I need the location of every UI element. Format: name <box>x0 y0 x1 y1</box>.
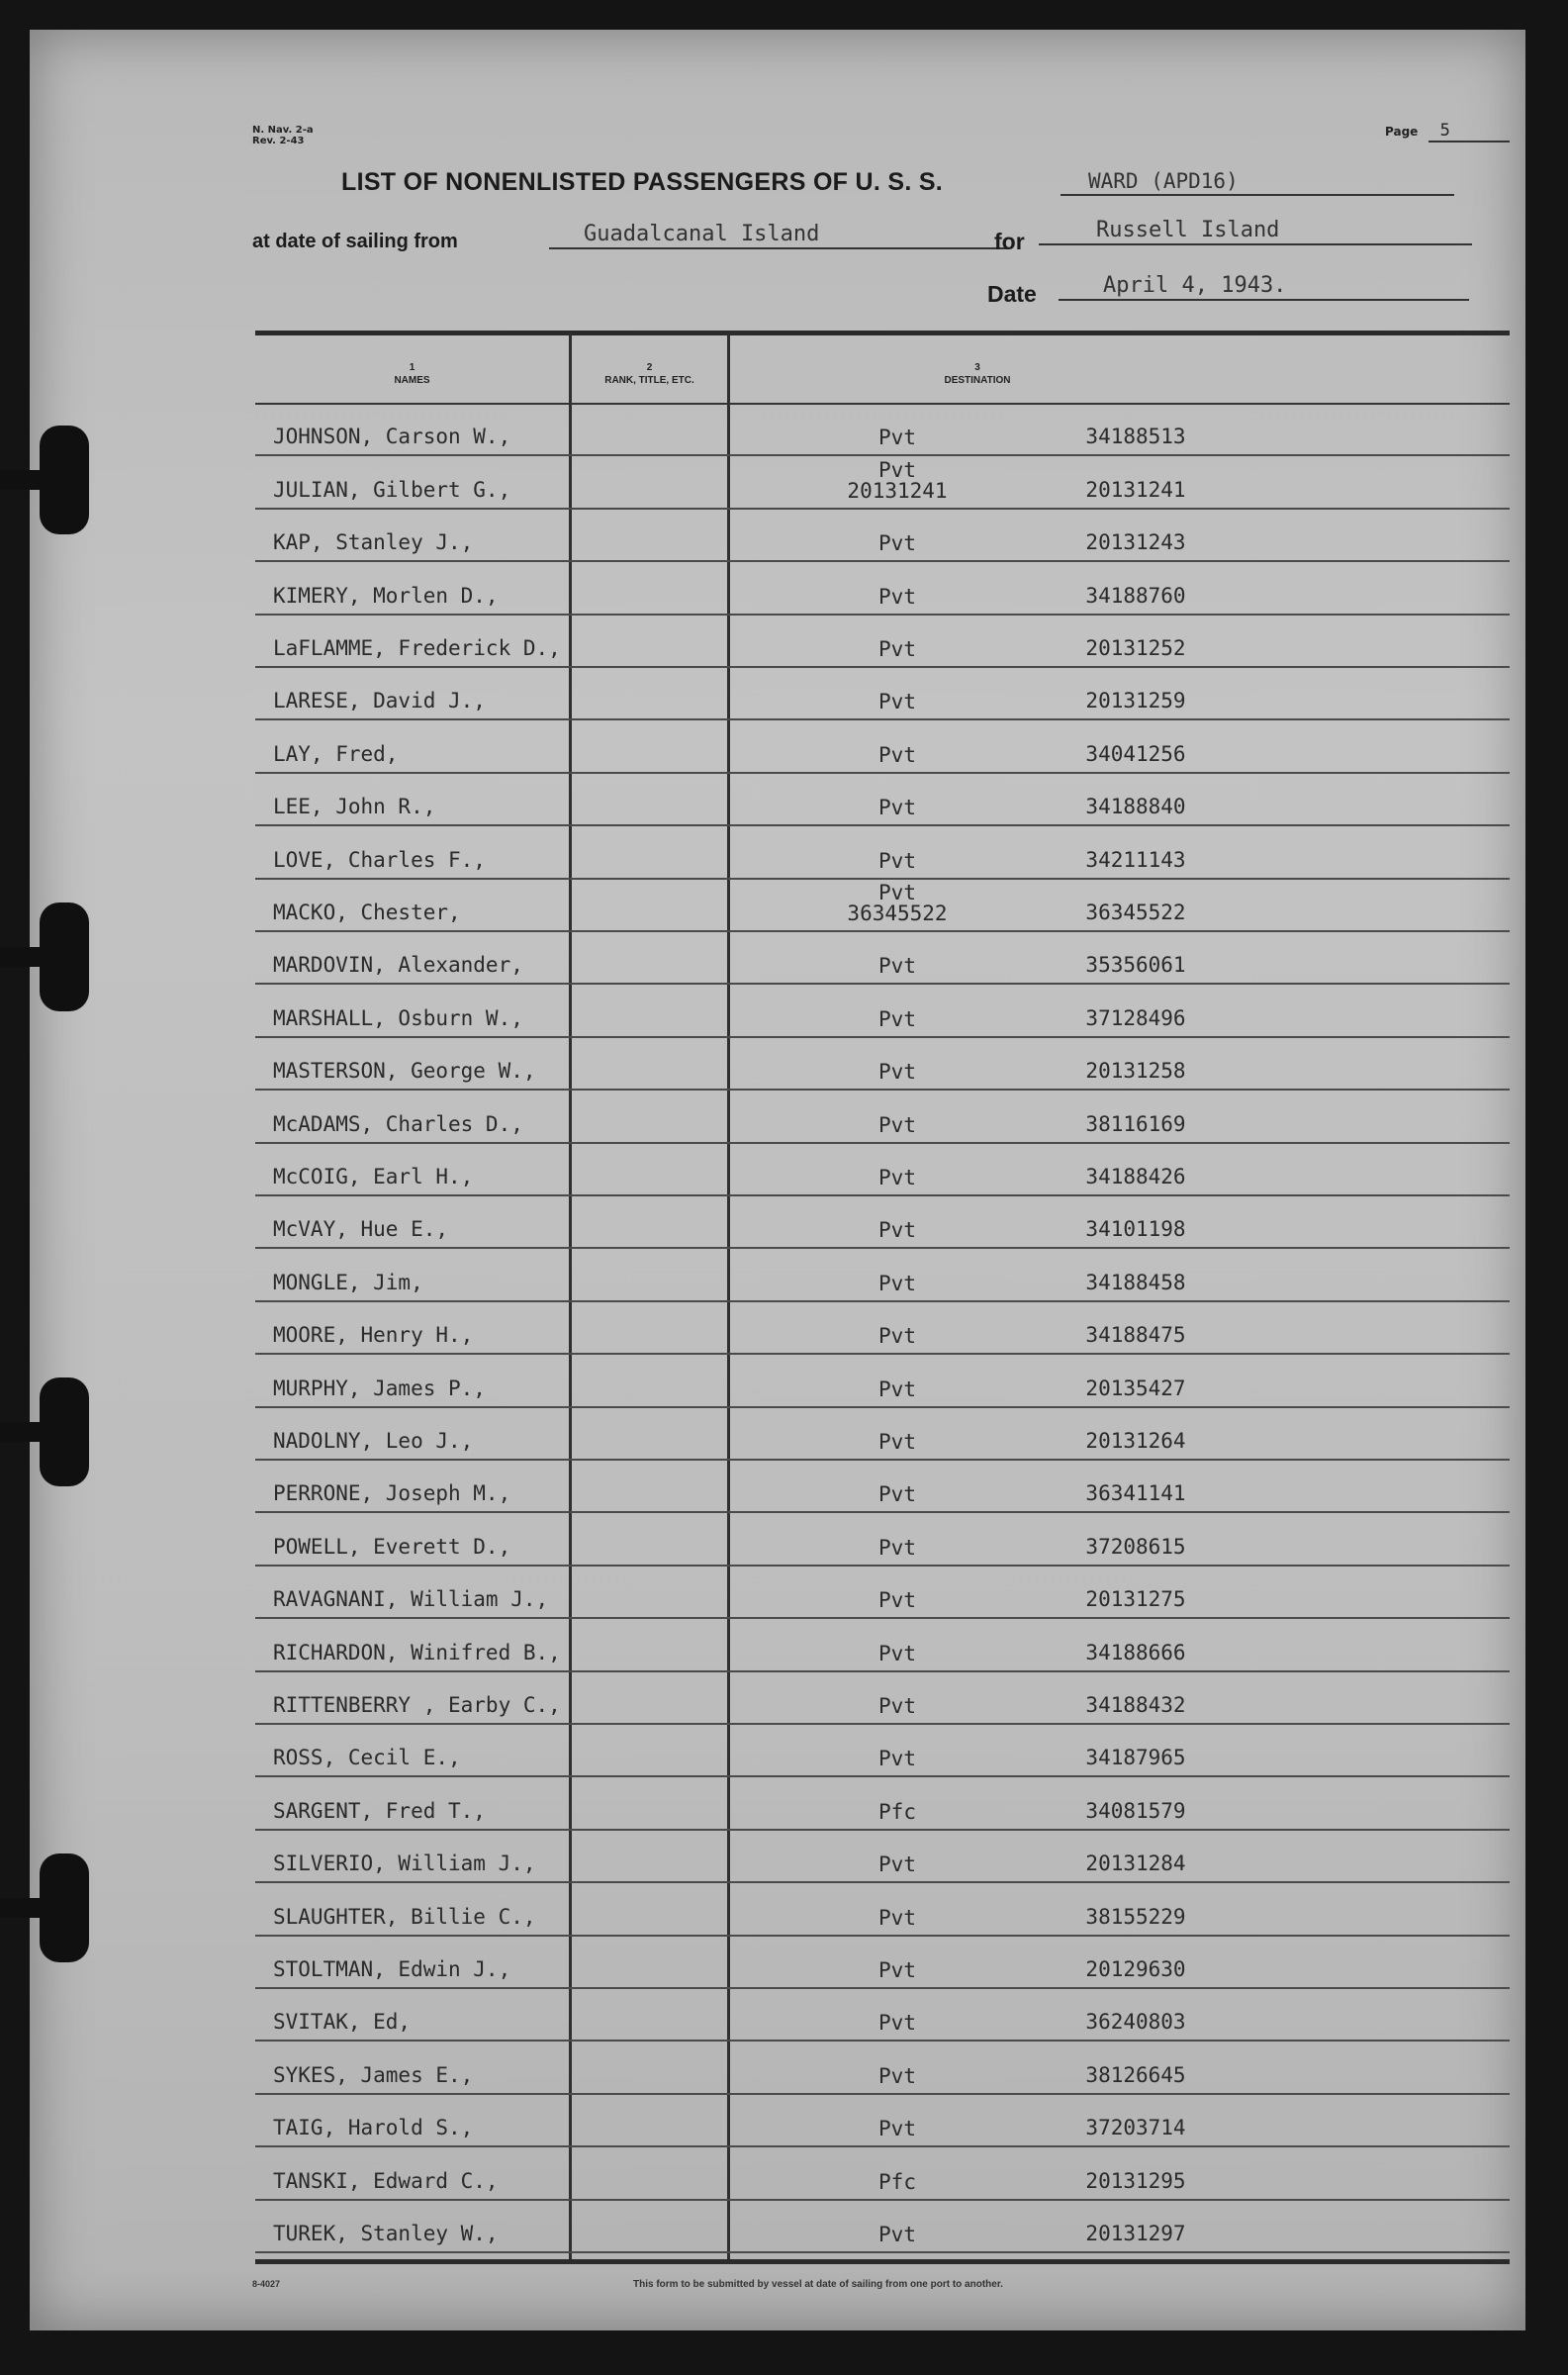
for-label: for <box>994 229 1025 254</box>
passenger-destination: 20131275 <box>1085 1587 1186 1612</box>
passenger-destination: 20131258 <box>1085 1059 1186 1084</box>
passenger-destination: 34188426 <box>1085 1164 1186 1188</box>
passenger-destination: 20131259 <box>1085 689 1186 713</box>
passenger-name: SARGENT, Fred T., <box>273 1798 486 1823</box>
passenger-name: TUREK, Stanley W., <box>273 2221 499 2245</box>
passenger-destination: 34041256 <box>1085 741 1186 766</box>
passenger-destination: 20131243 <box>1085 530 1186 555</box>
passenger-rank: Pvt <box>878 2063 916 2088</box>
passenger-rank: Pvt <box>878 1747 916 1771</box>
passenger-name: SYKES, James E., <box>273 2062 474 2087</box>
passenger-destination: 36240803 <box>1085 2010 1186 2035</box>
passenger-name: RITTENBERRY , Earby C., <box>273 1692 561 1717</box>
passenger-destination: 36345522 <box>1085 900 1186 924</box>
table-row <box>255 1249 1510 1301</box>
passenger-name: LEE, John R., <box>273 795 436 819</box>
table-row <box>255 1777 1510 1830</box>
passenger-destination: 37128496 <box>1085 1005 1186 1030</box>
passenger-destination: 34081579 <box>1085 1798 1186 1823</box>
passenger-name: McADAMS, Charles D., <box>273 1111 523 1136</box>
passenger-rank: Pfc <box>878 2169 916 2194</box>
to-port: Russell Island <box>1039 218 1472 245</box>
passenger-destination: 20131297 <box>1085 2221 1186 2245</box>
passenger-destination: 20135427 <box>1085 1376 1186 1400</box>
passenger-destination: 34188458 <box>1085 1270 1186 1294</box>
table-row <box>255 1937 1510 1989</box>
column-header-names <box>255 361 569 387</box>
column-number: 1 <box>409 362 415 373</box>
passenger-rank: Pvt <box>878 1641 916 1665</box>
passenger-name: SILVERIO, William J., <box>273 1852 536 1876</box>
date-label: Date <box>987 281 1037 307</box>
passenger-destination: 34188513 <box>1085 425 1186 449</box>
passenger-destination: 34211143 <box>1085 847 1186 872</box>
passenger-name: JULIAN, Gilbert G., <box>273 477 511 502</box>
table-row <box>255 826 1510 879</box>
table-row <box>255 1038 1510 1091</box>
passenger-name: TANSKI, Edward C., <box>273 2168 499 2193</box>
passenger-rank: Pvt <box>878 636 916 661</box>
passenger-rank: Pvt <box>878 1112 916 1137</box>
passenger-rank: Pvt <box>878 1957 916 1982</box>
passenger-destination: 20131252 <box>1085 635 1186 660</box>
passenger-destination: 20131264 <box>1085 1428 1186 1453</box>
table-bottom-rule <box>255 2259 1510 2264</box>
passenger-destination: 20131284 <box>1085 1852 1186 1876</box>
passenger-destination: 34188760 <box>1085 583 1186 608</box>
passenger-name: SVITAK, Ed, <box>273 2010 412 2035</box>
passenger-rank: Pvt <box>878 742 916 767</box>
passenger-rank: Pvt <box>878 2011 916 2036</box>
passenger-name: KIMERY, Morlen D., <box>273 583 499 608</box>
passenger-rank: Pvt <box>878 1218 916 1243</box>
table-row <box>255 985 1510 1037</box>
table-row <box>255 1408 1510 1461</box>
passenger-rank: Pvt <box>878 954 916 979</box>
table-row <box>255 2042 1510 2094</box>
passenger-destination: 20129630 <box>1085 1956 1186 1981</box>
passenger-name: MARDOVIN, Alexander, <box>273 953 523 978</box>
column-label: NAMES <box>394 375 430 386</box>
table-row <box>255 2201 1510 2253</box>
passenger-name: JOHNSON, Carson W., <box>273 425 511 449</box>
passenger-name: RAVAGNANI, William J., <box>273 1587 549 1612</box>
form-id: N. Nav. 2-a Rev. 2-43 <box>252 125 314 146</box>
table-row <box>255 456 1510 509</box>
passenger-destination: 36341141 <box>1085 1481 1186 1506</box>
passenger-rank: Pvt <box>878 2222 916 2246</box>
passenger-rank: Pvt <box>878 1482 916 1507</box>
passenger-rank: Pvt <box>878 1429 916 1454</box>
table-row <box>255 1672 1510 1725</box>
passenger-destination: 34188475 <box>1085 1323 1186 1348</box>
table-row <box>255 668 1510 720</box>
passenger-name: NADOLNY, Leo J., <box>273 1428 474 1453</box>
passenger-name: TAIG, Harold S., <box>273 2116 474 2140</box>
passenger-destination: 38155229 <box>1085 1904 1186 1929</box>
table-top-rule <box>255 331 1510 335</box>
passenger-name: RICHARDON, Winifred B., <box>273 1640 561 1664</box>
passenger-rank: Pvt <box>878 1588 916 1613</box>
passenger-rank: Pvt 20131241 <box>847 457 948 503</box>
column-header-rank <box>572 361 727 387</box>
passenger-name: POWELL, Everett D., <box>273 1534 511 1559</box>
passenger-name: ROSS, Cecil E., <box>273 1746 461 1770</box>
date-value: April 4, 1943. <box>1059 273 1469 301</box>
column-number: 3 <box>974 362 980 373</box>
passenger-name: MASTERSON, George W., <box>273 1059 536 1084</box>
column-header-destination <box>730 361 1225 387</box>
passenger-rank: Pvt <box>878 426 916 450</box>
table-row <box>255 1567 1510 1619</box>
page-label: Page <box>1385 125 1419 139</box>
table-row <box>255 932 1510 985</box>
passenger-name: LARESE, David J., <box>273 689 486 713</box>
passenger-name: McVAY, Hue E., <box>273 1217 449 1242</box>
table-row <box>255 1725 1510 1777</box>
passenger-rank: Pvt <box>878 1852 916 1877</box>
page-number <box>1385 121 1510 142</box>
table-row <box>255 1513 1510 1566</box>
passenger-name: MACKO, Chester, <box>273 900 461 924</box>
passenger-name: MOORE, Henry H., <box>273 1323 474 1348</box>
from-port: Guadalcanal Island <box>549 222 1009 249</box>
passenger-rank: Pvt <box>878 1324 916 1349</box>
passenger-rank: Pvt <box>878 1693 916 1718</box>
table-row <box>255 880 1510 932</box>
punch-hole <box>40 426 89 534</box>
passenger-name: KAP, Stanley J., <box>273 530 474 555</box>
table-row <box>255 562 1510 615</box>
passenger-rank: Pvt 36345522 <box>847 880 948 925</box>
footer-form-id: 8-4027 <box>252 2279 281 2289</box>
table-row <box>255 1461 1510 1513</box>
table-row <box>255 616 1510 668</box>
passenger-destination: 34101198 <box>1085 1217 1186 1242</box>
passenger-rank: Pvt <box>878 690 916 714</box>
punch-hole <box>40 1378 89 1486</box>
passenger-destination: 20131241 <box>1085 477 1186 502</box>
passenger-rank: Pvt <box>878 1377 916 1401</box>
passenger-name: MARSHALL, Osburn W., <box>273 1005 523 1030</box>
sailing-label: at date of sailing from <box>252 231 458 252</box>
page-title: LIST OF NONENLISTED PASSENGERS OF U. S. S. <box>341 168 944 196</box>
table-row <box>255 720 1510 773</box>
passenger-destination: 38116169 <box>1085 1111 1186 1136</box>
passenger-rank: Pvt <box>878 1905 916 1930</box>
passenger-name: McCOIG, Earl H., <box>273 1164 474 1188</box>
passenger-destination: 34188840 <box>1085 795 1186 819</box>
passenger-rank: Pfc <box>878 1799 916 1824</box>
ship-name: WARD (APD16) <box>1061 168 1454 196</box>
table-row <box>255 1883 1510 1936</box>
passenger-destination: 34188432 <box>1085 1692 1186 1717</box>
table-row <box>255 510 1510 562</box>
table-row <box>255 1144 1510 1196</box>
passenger-rank: Pvt <box>878 1535 916 1560</box>
passenger-name: MURPHY, James P., <box>273 1376 486 1400</box>
document-page <box>30 30 1525 2330</box>
passenger-rank: Pvt <box>878 1060 916 1085</box>
passenger-destination: 37203714 <box>1085 2116 1186 2140</box>
passenger-name: MONGLE, Jim, <box>273 1270 423 1294</box>
passenger-rank: Pvt <box>878 1271 916 1295</box>
passenger-name: PERRONE, Joseph M., <box>273 1481 511 1506</box>
table-row <box>255 2095 1510 2147</box>
table-row <box>255 1831 1510 1883</box>
passenger-rank: Pvt <box>878 848 916 873</box>
column-label: RANK, TITLE, ETC. <box>604 375 694 386</box>
passenger-destination: 34187965 <box>1085 1746 1186 1770</box>
passenger-destination: 37208615 <box>1085 1534 1186 1559</box>
passenger-rank: Pvt <box>878 2117 916 2141</box>
table-row <box>255 404 1510 456</box>
table-row <box>255 1091 1510 1143</box>
passenger-rank: Pvt <box>878 531 916 556</box>
passenger-rank: Pvt <box>878 584 916 609</box>
passenger-destination: 35356061 <box>1085 953 1186 978</box>
passenger-name: LaFLAMME, Frederick D., <box>273 635 561 660</box>
table-row <box>255 774 1510 826</box>
footer-note: This form to be submitted by vessel at date of sailing from one port to another. <box>633 2279 1003 2290</box>
table-row <box>255 1619 1510 1671</box>
page-value: 5 <box>1429 121 1510 142</box>
punch-hole <box>40 902 89 1011</box>
table-row <box>255 2147 1510 2200</box>
passenger-destination: 20131295 <box>1085 2168 1186 2193</box>
table-row <box>255 1355 1510 1407</box>
passenger-destination: 38126645 <box>1085 2062 1186 2087</box>
passenger-name: SLAUGHTER, Billie C., <box>273 1904 536 1929</box>
table-row <box>255 1302 1510 1355</box>
column-label: DESTINATION <box>944 375 1011 386</box>
passenger-destination: 34188666 <box>1085 1640 1186 1664</box>
passenger-name: LOVE, Charles F., <box>273 847 486 872</box>
punch-hole <box>40 1853 89 1962</box>
column-number: 2 <box>646 362 653 373</box>
table-row <box>255 1989 1510 2042</box>
passenger-rank: Pvt <box>878 1165 916 1189</box>
table-row <box>255 1196 1510 1249</box>
passenger-name: STOLTMAN, Edwin J., <box>273 1956 511 1981</box>
passenger-rank: Pvt <box>878 796 916 820</box>
row-rule <box>255 2251 1510 2253</box>
passenger-rank: Pvt <box>878 1006 916 1031</box>
passenger-name: LAY, Fred, <box>273 741 399 766</box>
